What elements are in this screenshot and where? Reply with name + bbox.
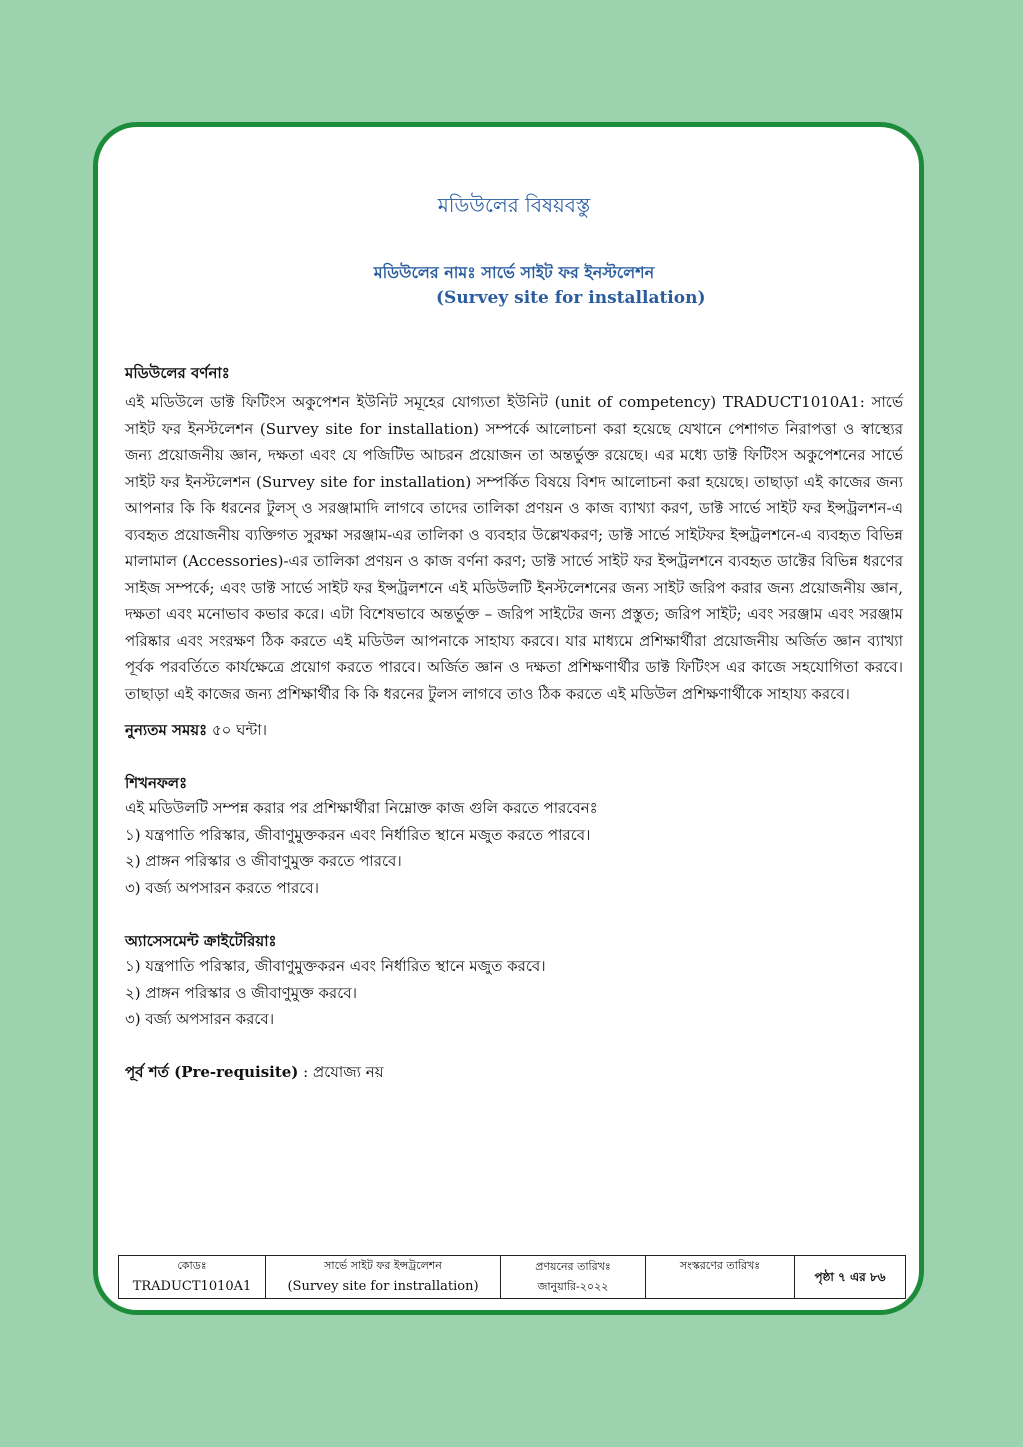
footer-code-label: কোডঃ [177,1259,207,1272]
footer-revision-cell [646,1256,795,1299]
module-name-bn: মডিউলের নামঃ সার্ভে সাইট ফর ইনস্টলেশন [373,263,655,282]
footer-page-number: পৃষ্ঠা ৭ এর ৮৬ [795,1256,906,1299]
footer-title-cell [266,1256,501,1299]
assessment-item: ২) প্রাঙ্গন পরিস্কার ও জীবাণুমুক্ত করবে। [125,983,357,1002]
footer-prep-date-value: জানুয়ারি-২০২২ [537,1280,609,1293]
learning-outcomes-heading: শিখনফলঃ [125,774,188,792]
footer-table [118,1255,906,1299]
prerequisite-value: : প্রযোজ্য নয় [298,1062,384,1081]
footer-revision-label: সংস্করণের তারিখঃ [679,1259,761,1272]
learning-outcome-item: ৩) বর্জ্য অপসারন করতে পারবে। [125,878,319,897]
description-heading: মডিউলের বর্ণনাঃ [125,364,230,382]
assessment-heading: অ্যাসেসমেন্ট ক্রাইটেরিয়াঃ [125,932,277,950]
page-frame [93,122,924,1315]
footer-code-value: TRADUCT1010A1 [132,1279,252,1294]
prerequisite [125,1059,903,1085]
learning-outcome-item: ২) প্রাঙ্গন পরিস্কার ও জীবাণুমুক্ত করতে পারবে। [125,852,402,870]
assessment-item: ৩) বর্জ্য অপসারন করবে। [125,1010,275,1028]
page-title: মডিউলের বিষয়বস্তু [437,193,591,217]
footer-prep-date-cell [501,1256,646,1299]
footer-code-cell [119,1256,266,1299]
footer-title-bn: সার্ভে সাইট ফর ইন্সট্রলেশন [324,1259,442,1272]
footer-prep-date-label: প্রণয়নের তারিখঃ [535,1260,611,1273]
learning-outcomes-intro: এই মডিউলটি সম্পন্ন করার পর প্রশিক্ষার্থীরা নিম্নোক্ত কাজ গুলি করতে পারবেনঃ [125,799,598,817]
content-area [125,177,903,1085]
prerequisite-label: পূর্ব শর্ত (Pre-requisite) [125,1062,299,1081]
learning-outcome-item: ১) যন্ত্রপাতি পরিস্কার, জীবাণুমুক্তকরন এবং নির্ধারিত স্থানে মজুত করতে পারবে। [125,825,591,844]
assessment-item: ১) যন্ত্রপাতি পরিস্কার, জীবাণুমুক্তকরন এবং নির্ধারিত স্থানে মজুত করবে। [125,957,546,975]
min-time [125,717,903,743]
min-time-value: ৫০ ঘন্টা। [211,721,267,739]
description-text: এই মডিউলে ডাক্ট ফিটিংস অকুপেশন ইউনিট সমূহের যোগ্যতা ইউনিট (unit of competency) TRADUCT1010A1: সার্ভে সাইট ফর ইনস্টলেশন (Survey site for installation) সম্পর্কে আলোচনা করা হয়েছে যেখানে পেশাগত নিরাপত্তা ও স্বাস্থ্যের জন্য প্রয়োজনীয় জ্ঞান, দক্ষতা এবং যে পজিটিভ আচরন প্রয়োজন তা অন্তর্ভুক্ত রয়েছে। এর মধ্যে ডাক্ট ফিটিংস অকুপেশনের সার্ভে সাইট ফর ইনস্টলেশন (Survey site for installation) সম্পর্কিত বিষয়ে বিশদ আলোচনা করা হয়েছে। তাছাড়া এই কাজের জন্য আপনার কি কি ধরনের টুলস্ ও সরঞ্জামাদি লাগবে তাদের তালিকা প্রণয়ন ও কাজ ব্যাখ্যা করণ, ডাক্ট সার্ভে সাইট ফর ইন্সট্রলশন-এ ব্যবহৃত প্রয়োজনীয় ব্যক্তিগত সুরক্ষা সরঞ্জাম-এর তালিকা ও ব্যবহার উল্লেখকরণ; ডাক্ট সার্ভে সাইটফর ইন্সট্রলশনে-এ ব্যবহৃত বিভিন্ন মালামাল (Accessories)-এর তালিকা প্রণয়ন ও কাজ বর্ণনা করণ; ডাক্ট সার্ভে সাইট ফর ইন্সট্রলশনে ব্যবহৃত ডাক্টের বিভিন্ন ধরণের সাইজ সম্পর্কে; এবং ডাক্ট সার্ভে সাইট ফর ইন্সট্রলশনে এই মডিউলটি ইনস্টলেশনের জন্য সাইট জরিপ করার জন্য প্রয়োজনীয় জ্ঞান, দক্ষতা এবং মনোভাব কভার করে। এটা বিশেষভাবে অন্তর্ভুক্ত – জরিপ সাইটের জন্য প্রস্তুত; জরিপ সাইট; এবং সরঞ্জাম এবং সরঞ্জাম পরিষ্কার এবং সংরক্ষণ ঠিক করতে এই মডিউল আপনাকে সাহায্য করবে। যার মাধ্যমে প্রশিক্ষার্থীরা প্রয়োজনীয় অর্জিত জ্ঞান ব্যাখ্যা পূর্বক পরবর্তিতে কার্যক্ষেত্রে প্রয়োগ করতে পারবে। অর্জিত জ্ঞান ও দক্ষতা প্রশিক্ষণার্থীর ডাক্ট ফিটিংস এর কাজে সহযোগিতা করবে। তাছাড়া এই কাজের জন্য প্রশিক্ষার্থীর কি কি ধরনের টুলস লাগবে তাও ঠিক করতে এই মডিউল প্রশিক্ষণার্থীকে সাহায্য করবে। [125,393,903,703]
footer-title-en: (Survey site for instrallation) [287,1279,479,1294]
module-name-en: (Survey site for installation) [436,288,706,308]
min-time-label: নুন্যতম সময়ঃ [125,721,208,739]
